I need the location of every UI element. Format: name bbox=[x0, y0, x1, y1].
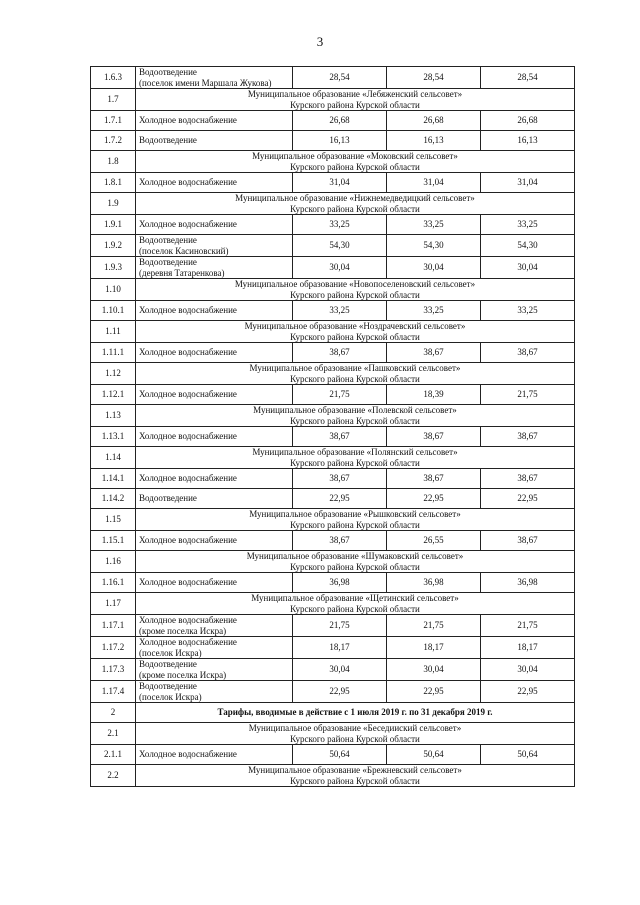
row-number: 1.12.1 bbox=[91, 385, 136, 405]
section-title-line: Муниципальное образование «Новопоселеновский сельсовет» bbox=[234, 279, 476, 290]
section-title-line: Муниципальное образование «Брежневский сельсовет» bbox=[248, 765, 462, 776]
section-title bbox=[136, 193, 575, 215]
tariff-value: 30,04 bbox=[481, 257, 575, 279]
service-description bbox=[136, 173, 293, 193]
service-description-line: Холодное водоснабжение bbox=[139, 637, 237, 648]
tariff-value: 21,75 bbox=[293, 385, 387, 405]
tariff-value: 38,67 bbox=[481, 469, 575, 489]
section-title-line: Муниципальное образование «Шумаковский сельсовет» bbox=[246, 551, 464, 562]
tariff-value: 26,68 bbox=[481, 111, 575, 131]
service-description-line: (кроме поселка Искра) bbox=[139, 625, 227, 636]
section-title bbox=[136, 593, 575, 615]
table-row bbox=[91, 659, 575, 681]
table-row bbox=[91, 531, 575, 551]
tariff-value: 33,25 bbox=[387, 215, 481, 235]
service-description bbox=[136, 385, 293, 405]
section-header-row bbox=[91, 551, 575, 573]
row-number: 1.12 bbox=[91, 363, 136, 385]
section-title-line: Муниципальное образование «Пашковский сельсовет» bbox=[249, 363, 461, 374]
table-row bbox=[91, 67, 575, 89]
row-number: 1.17.4 bbox=[91, 681, 136, 703]
row-number: 2.1 bbox=[91, 723, 136, 745]
section-header-row bbox=[91, 193, 575, 215]
section-title-line: Курского района Курской области bbox=[290, 775, 420, 786]
section-title-line: Курского района Курской области bbox=[290, 203, 420, 214]
tariff-value: 30,04 bbox=[481, 659, 575, 681]
service-description bbox=[136, 469, 293, 489]
tariff-value: 33,25 bbox=[481, 215, 575, 235]
row-number: 1.8 bbox=[91, 151, 136, 173]
section-header-row bbox=[91, 89, 575, 111]
tariff-value: 28,54 bbox=[387, 67, 481, 89]
row-number: 1.14 bbox=[91, 447, 136, 469]
service-description-line: Водоотведение bbox=[139, 681, 197, 692]
tariff-value: 18,39 bbox=[387, 385, 481, 405]
service-description bbox=[136, 615, 293, 637]
service-description-line: (поселок Искра) bbox=[139, 647, 202, 658]
tariff-value: 18,17 bbox=[481, 637, 575, 659]
table-row bbox=[91, 637, 575, 659]
table-row bbox=[91, 573, 575, 593]
tariff-value: 38,67 bbox=[293, 531, 387, 551]
table-row bbox=[91, 257, 575, 279]
row-number: 1.9.3 bbox=[91, 257, 136, 279]
section-title-line: Муниципальное образование «Полевской сельсовет» bbox=[253, 405, 457, 416]
table-row bbox=[91, 745, 575, 765]
tariff-value: 38,67 bbox=[293, 427, 387, 447]
row-number: 1.10.1 bbox=[91, 301, 136, 321]
tariff-value: 16,13 bbox=[481, 131, 575, 151]
tariff-value: 50,64 bbox=[387, 745, 481, 765]
section-header-row bbox=[91, 447, 575, 469]
service-description bbox=[136, 131, 293, 151]
row-number: 1.11 bbox=[91, 321, 136, 343]
table-row bbox=[91, 385, 575, 405]
service-description-line: (поселок имени Маршала Жукова) bbox=[139, 77, 272, 88]
tariff-value: 50,64 bbox=[293, 745, 387, 765]
service-description bbox=[136, 67, 293, 89]
service-description bbox=[136, 235, 293, 257]
service-description bbox=[136, 659, 293, 681]
tariff-value: 21,75 bbox=[481, 385, 575, 405]
tariff-value: 33,25 bbox=[293, 215, 387, 235]
section-title bbox=[136, 279, 575, 301]
tariff-value: 16,13 bbox=[387, 131, 481, 151]
service-description-line: (поселок Искра) bbox=[139, 691, 202, 702]
tariff-value: 28,54 bbox=[481, 67, 575, 89]
tariff-value: 38,67 bbox=[387, 343, 481, 363]
service-description-line: Холодное водоснабжение bbox=[139, 577, 237, 588]
tariff-value: 33,25 bbox=[293, 301, 387, 321]
service-description-line: Водоотведение bbox=[139, 257, 197, 268]
service-description bbox=[136, 111, 293, 131]
service-description bbox=[136, 427, 293, 447]
section-title bbox=[136, 447, 575, 469]
row-number: 2 bbox=[91, 703, 136, 723]
tariff-value: 38,67 bbox=[481, 427, 575, 447]
row-number: 1.7.2 bbox=[91, 131, 136, 151]
row-number: 1.7 bbox=[91, 89, 136, 111]
service-description bbox=[136, 531, 293, 551]
service-description-line: (поселок Касиновский) bbox=[139, 245, 229, 256]
tariff-value: 38,67 bbox=[387, 469, 481, 489]
row-number: 1.17.1 bbox=[91, 615, 136, 637]
section-title-line: Муниципальное образование «Рышковский сельсовет» bbox=[249, 509, 461, 520]
tariff-value: 18,17 bbox=[387, 637, 481, 659]
tariff-value: 28,54 bbox=[293, 67, 387, 89]
service-description-line: Водоотведение bbox=[139, 659, 197, 670]
section-title-line: Курского района Курской области bbox=[290, 373, 420, 384]
section-title-line: Муниципальное образование «Беседииский сельсовет» bbox=[248, 723, 462, 734]
tariff-value: 22,95 bbox=[387, 489, 481, 509]
service-description-line: Холодное водоснабжение bbox=[139, 347, 237, 358]
section-title-line: Курского района Курской области bbox=[290, 603, 420, 614]
row-number: 1.17 bbox=[91, 593, 136, 615]
page-number: 3 bbox=[316, 34, 324, 49]
tariff-value: 22,95 bbox=[481, 489, 575, 509]
tariff-value: 36,98 bbox=[387, 573, 481, 593]
table-row bbox=[91, 615, 575, 637]
table-row bbox=[91, 469, 575, 489]
tariff-value: 21,75 bbox=[387, 615, 481, 637]
table-row bbox=[91, 173, 575, 193]
service-description-line: Холодное водоснабжение bbox=[139, 749, 237, 760]
section-title-line: Курского района Курской области bbox=[290, 733, 420, 744]
service-description bbox=[136, 681, 293, 703]
service-description-line: Водоотведение bbox=[139, 135, 197, 146]
section-title-line: Муниципальное образование «Полянский сельсовет» bbox=[252, 447, 458, 458]
service-description-line: Холодное водоснабжение bbox=[139, 305, 237, 316]
section-header-row bbox=[91, 151, 575, 173]
tariff-value: 38,67 bbox=[481, 531, 575, 551]
table-row bbox=[91, 235, 575, 257]
service-description-line: Холодное водоснабжение bbox=[139, 535, 237, 546]
service-description-line: Холодное водоснабжение bbox=[139, 389, 237, 400]
row-number: 1.14.2 bbox=[91, 489, 136, 509]
service-description-line: Холодное водоснабжение bbox=[139, 473, 237, 484]
section-title bbox=[136, 321, 575, 343]
tariff-value: 21,75 bbox=[481, 615, 575, 637]
tariff-value: 16,13 bbox=[293, 131, 387, 151]
service-description bbox=[136, 573, 293, 593]
row-number: 1.17.2 bbox=[91, 637, 136, 659]
row-number: 1.8.1 bbox=[91, 173, 136, 193]
tariff-value: 38,67 bbox=[293, 469, 387, 489]
service-description bbox=[136, 257, 293, 279]
section-title bbox=[136, 765, 575, 787]
table-row bbox=[91, 427, 575, 447]
row-number: 1.10 bbox=[91, 279, 136, 301]
section-title-line: Муниципальное образование «Ноздрачевский сельсовет» bbox=[244, 321, 466, 332]
tariff-value: 26,68 bbox=[387, 111, 481, 131]
row-number: 1.9 bbox=[91, 193, 136, 215]
section-title-line: Тарифы, вводимые в действие с 1 июля 2019 г. по 31 декабря 2019 г. bbox=[217, 707, 493, 718]
section-header-row bbox=[91, 405, 575, 427]
tariff-value: 54,30 bbox=[293, 235, 387, 257]
tariff-table-body bbox=[91, 67, 575, 787]
section-title bbox=[136, 551, 575, 573]
service-description bbox=[136, 301, 293, 321]
service-description-line: (деревня Татаренкова) bbox=[139, 267, 225, 278]
service-description-line: Холодное водоснабжение bbox=[139, 615, 237, 626]
section-title-line: Курского района Курской области bbox=[290, 457, 420, 468]
section-header-row bbox=[91, 765, 575, 787]
tariff-value: 36,98 bbox=[293, 573, 387, 593]
section-title-line: Муниципальное образование «Щетинский сельсовет» bbox=[251, 593, 459, 604]
service-description bbox=[136, 215, 293, 235]
section-title bbox=[136, 363, 575, 385]
tariff-value: 31,04 bbox=[387, 173, 481, 193]
table-row bbox=[91, 343, 575, 363]
row-number: 1.6.3 bbox=[91, 67, 136, 89]
section-title bbox=[136, 509, 575, 531]
tariff-value: 21,75 bbox=[293, 615, 387, 637]
tariff-value: 22,95 bbox=[481, 681, 575, 703]
row-number: 1.13 bbox=[91, 405, 136, 427]
section-header-row bbox=[91, 321, 575, 343]
row-number: 1.15 bbox=[91, 509, 136, 531]
section-title-line: Курского района Курской области bbox=[290, 99, 420, 110]
section-title bbox=[136, 405, 575, 427]
section-title-line: Муниципальное образование «Нижнемедведицкий сельсовет» bbox=[235, 193, 475, 204]
service-description-line: Холодное водоснабжение bbox=[139, 177, 237, 188]
row-number: 1.9.1 bbox=[91, 215, 136, 235]
table-row bbox=[91, 489, 575, 509]
section-title-line: Курского района Курской области bbox=[290, 561, 420, 572]
tariff-value: 36,98 bbox=[481, 573, 575, 593]
section-header-row bbox=[91, 363, 575, 385]
tariff-value: 22,95 bbox=[293, 681, 387, 703]
tariff-value: 22,95 bbox=[293, 489, 387, 509]
section-title-line: Муниципальное образование «Моковский сельсовет» bbox=[252, 151, 458, 162]
service-description bbox=[136, 343, 293, 363]
service-description-line: Холодное водоснабжение bbox=[139, 219, 237, 230]
tariff-value: 31,04 bbox=[481, 173, 575, 193]
table-row bbox=[91, 215, 575, 235]
row-number: 1.16 bbox=[91, 551, 136, 573]
table-row bbox=[91, 301, 575, 321]
section-header-row bbox=[91, 723, 575, 745]
section-header-row bbox=[91, 703, 575, 723]
row-number: 1.17.3 bbox=[91, 659, 136, 681]
row-number: 1.13.1 bbox=[91, 427, 136, 447]
section-title-line: Курского района Курской области bbox=[290, 161, 420, 172]
section-title-line: Курского района Курской области bbox=[290, 519, 420, 530]
tariff-value: 26,55 bbox=[387, 531, 481, 551]
tariff-value: 38,67 bbox=[293, 343, 387, 363]
service-description bbox=[136, 637, 293, 659]
tariff-value: 30,04 bbox=[387, 659, 481, 681]
section-title-line: Курского района Курской области bbox=[290, 331, 420, 342]
tariff-value: 30,04 bbox=[293, 659, 387, 681]
tariff-value: 38,67 bbox=[481, 343, 575, 363]
section-title-line: Муниципальное образование «Лебяженский сельсовет» bbox=[247, 89, 463, 100]
service-description-line: (кроме поселка Искра) bbox=[139, 669, 227, 680]
section-title-line: Курского района Курской области bbox=[290, 289, 420, 300]
service-description-line: Водоотведение bbox=[139, 235, 197, 246]
row-number: 1.9.2 bbox=[91, 235, 136, 257]
section-title bbox=[136, 151, 575, 173]
tariff-value: 50,64 bbox=[481, 745, 575, 765]
row-number: 1.14.1 bbox=[91, 469, 136, 489]
section-title bbox=[136, 723, 575, 745]
service-description-line: Водоотведение bbox=[139, 67, 197, 78]
tariff-value: 30,04 bbox=[293, 257, 387, 279]
tariff-value: 30,04 bbox=[387, 257, 481, 279]
service-description bbox=[136, 489, 293, 509]
table-row bbox=[91, 131, 575, 151]
row-number: 1.16.1 bbox=[91, 573, 136, 593]
tariff-value: 18,17 bbox=[293, 637, 387, 659]
tariff-value: 54,30 bbox=[481, 235, 575, 257]
table-row bbox=[91, 111, 575, 131]
tariff-value: 33,25 bbox=[387, 301, 481, 321]
service-description bbox=[136, 745, 293, 765]
row-number: 2.2 bbox=[91, 765, 136, 787]
row-number: 1.7.1 bbox=[91, 111, 136, 131]
row-number: 1.11.1 bbox=[91, 343, 136, 363]
section-title bbox=[136, 703, 575, 723]
tariff-value: 31,04 bbox=[293, 173, 387, 193]
table-row bbox=[91, 681, 575, 703]
service-description-line: Холодное водоснабжение bbox=[139, 431, 237, 442]
service-description-line: Водоотведение bbox=[139, 493, 197, 504]
tariff-value: 38,67 bbox=[387, 427, 481, 447]
section-title bbox=[136, 89, 575, 111]
row-number: 2.1.1 bbox=[91, 745, 136, 765]
section-header-row bbox=[91, 593, 575, 615]
row-number: 1.15.1 bbox=[91, 531, 136, 551]
tariff-table bbox=[90, 66, 575, 787]
section-header-row bbox=[91, 279, 575, 301]
tariff-value: 33,25 bbox=[481, 301, 575, 321]
service-description-line: Холодное водоснабжение bbox=[139, 115, 237, 126]
tariff-value: 22,95 bbox=[387, 681, 481, 703]
section-title-line: Курского района Курской области bbox=[290, 415, 420, 426]
tariff-value: 54,30 bbox=[387, 235, 481, 257]
section-header-row bbox=[91, 509, 575, 531]
tariff-value: 26,68 bbox=[293, 111, 387, 131]
